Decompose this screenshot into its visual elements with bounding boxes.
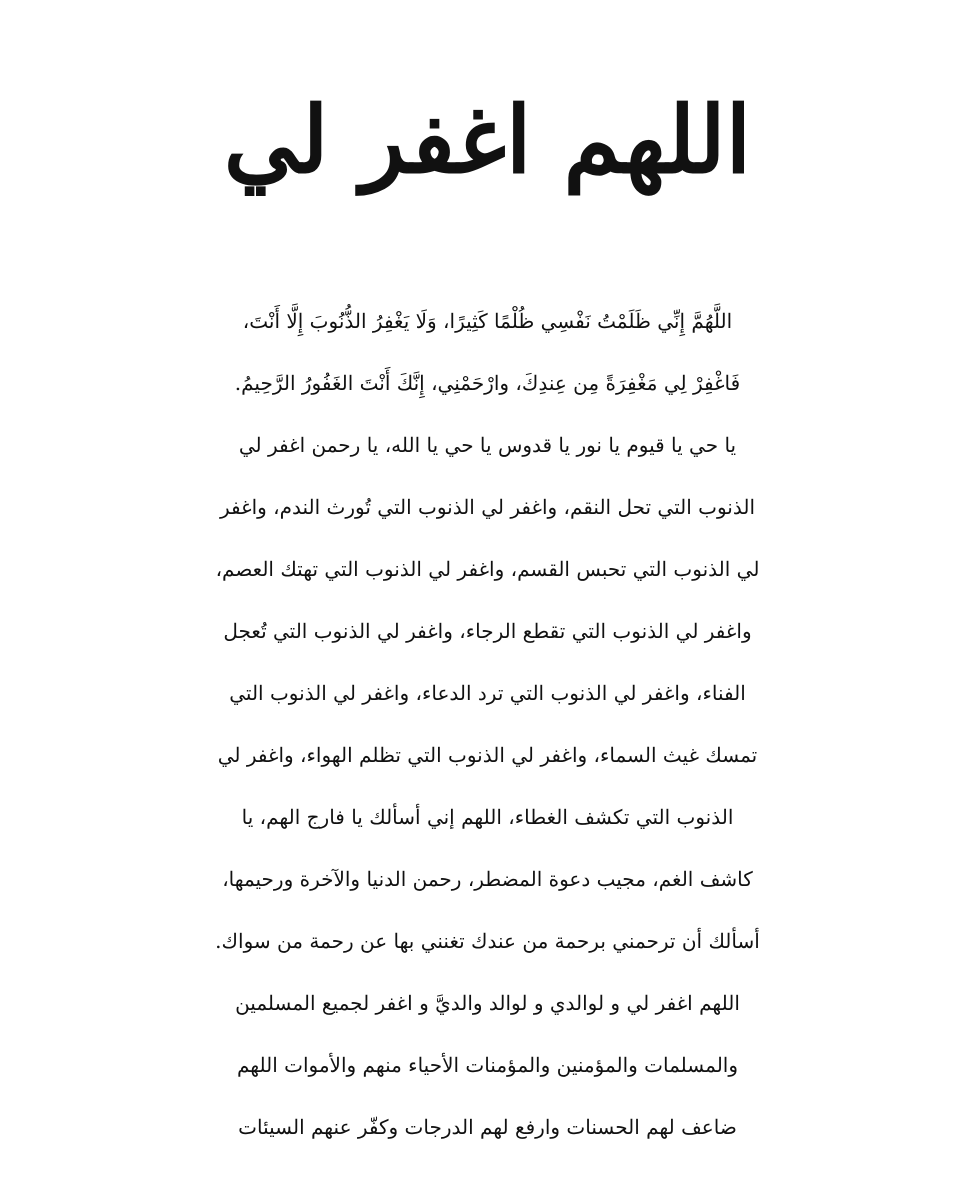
text-line: كاشف الغم، مجيب دعوة المضطر، رحمن الدنيا والآخرة ورحيمها، [222,867,753,891]
text-line: واغفر لي الذنوب التي تقطع الرجاء، واغفر لي الذنوب التي تُعجل [223,619,752,643]
text-line: تمسك غيث السماء، واغفر لي الذنوب التي تظلم الهواء، واغفر لي [217,743,758,767]
text-line: اللَّهُمَّ إِنِّي ظَلَمْتُ نَفْسِي ظُلْمًا كَثِيرًا، وَلَا يَغْفِرُ الذُّنُوبَ إِلَّا أَنْتَ، [242,309,733,333]
page-title: اللهم اغفر لي [223,86,752,194]
prayer-text [0,290,975,1158]
text-line: فَاغْفِرْ لِي مَغْفِرَةً مِن عِندِكَ، وارْحَمْنِي، إِنَّكَ أَنْتَ الغَفُورُ الرَّحِيمُ. [234,371,741,395]
text-line: اللهم اغفر لي و لوالدي و لوالد والديَّ و اغفر لجميع المسلمين [235,991,740,1015]
text-line: أسألك أن ترحمني برحمة من عندك تغنني بها عن رحمة من سواك. [215,929,760,953]
text-line: الفناء، واغفر لي الذنوب التي ترد الدعاء، واغفر لي الذنوب التي [229,681,746,705]
text-line: الذنوب التي تحل النقم، واغفر لي الذنوب التي تُورث الندم، واغفر [219,495,756,519]
text-line: يا حي يا قيوم يا نور يا قدوس يا حي يا الله، يا رحمن اغفر لي [238,433,737,457]
text-line: والمسلمات والمؤمنين والمؤمنات الأحياء منهم والأموات اللهم [236,1053,739,1077]
text-line: ضاعف لهم الحسنات وارفع لهم الدرجات وكفّر عنهم السيئات [238,1115,737,1139]
text-line: لي الذنوب التي تحبس القسم، واغفر لي الذنوب التي تهتك العصم، [215,557,760,581]
text-line: الذنوب التي تكشف الغطاء، اللهم إني أسألك يا فارج الهم، يا [241,805,734,829]
